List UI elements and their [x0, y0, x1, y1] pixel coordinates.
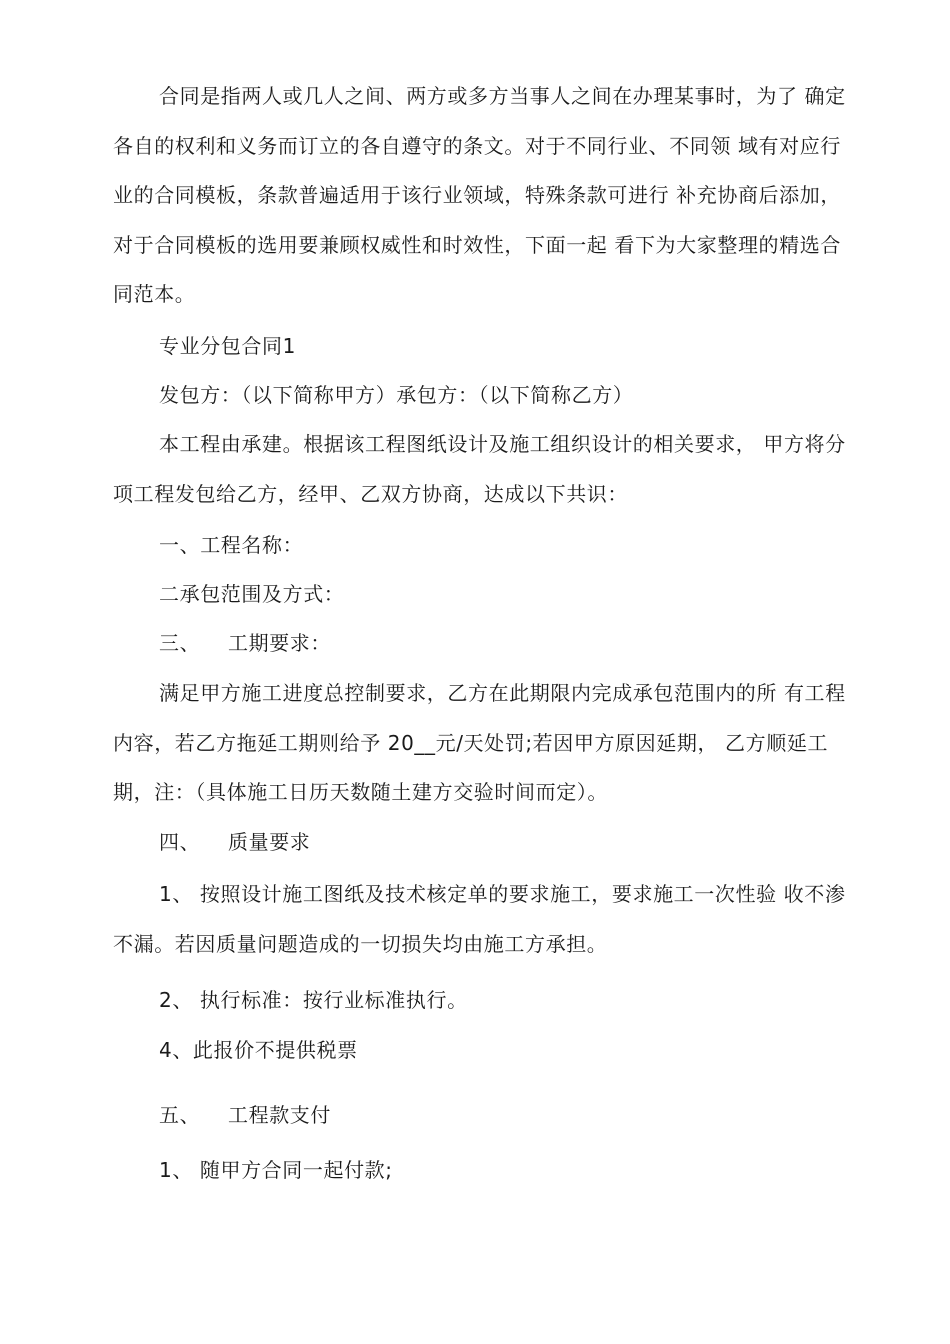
parties-line: 发包方：（以下简称甲方）承包方：（以下简称乙方） — [159, 383, 634, 407]
section-5-number: 五、 — [159, 1103, 201, 1127]
quality-item-4: 4、此报价不提供税票 — [159, 1038, 358, 1062]
section-3-number: 三、 — [159, 631, 201, 655]
section-4-heading — [159, 827, 310, 857]
quality-item-1: 1、 按照设计施工图纸及技术核定单的要求施工，要求施工一次性验 收不渗不漏。若因质量问题造成的一切损失均由施工方承担。 — [113, 882, 846, 956]
section-5-title: 工程款支付 — [228, 1103, 331, 1127]
section-4-title: 质量要求 — [228, 830, 311, 854]
section-3-title: 工期要求： — [228, 631, 331, 655]
section-2-heading: 二承包范围及方式： — [159, 582, 345, 606]
contract-title: 专业分包合同1 — [159, 334, 296, 358]
section-5-heading — [159, 1100, 331, 1130]
schedule-paragraph: 满足甲方施工进度总控制要求，乙方在此期限内完成承包范围内的所 有工程内容，若乙方拖延工期则给予 20__元/天处罚;若因甲方原因延期， 乙方顺延工期，注：（具体施工日历天数随土建方交验时间而定）。 — [113, 681, 846, 804]
section-4-number: 四、 — [159, 830, 201, 854]
section-3-heading — [159, 628, 331, 658]
quality-item-2: 2、 执行标准：按行业标准执行。 — [159, 988, 468, 1012]
intro-paragraph: 合同是指两人或几人之间、两方或多方当事人之间在办理某事时，为了 确定各自的权利和义务而订立的各自遵守的条文。对于不同行业、不同领 域有对应行业的合同模板，条款普遍适用于该行业领域，特殊条款可进行 补充协商后添加，对于合同模板的选用要兼顾权威性和时效性，下面一起 看下为大家整理的精选合同范本。 — [113, 84, 846, 306]
preamble-paragraph: 本工程由承建。根据该工程图纸设计及施工组织设计的相关要求， 甲方将分项工程发包给乙方，经甲、乙双方协商，达成以下共识： — [113, 432, 846, 506]
payment-item-1: 1、 随甲方合同一起付款; — [159, 1158, 393, 1182]
section-1-heading: 一、工程名称： — [159, 533, 304, 557]
